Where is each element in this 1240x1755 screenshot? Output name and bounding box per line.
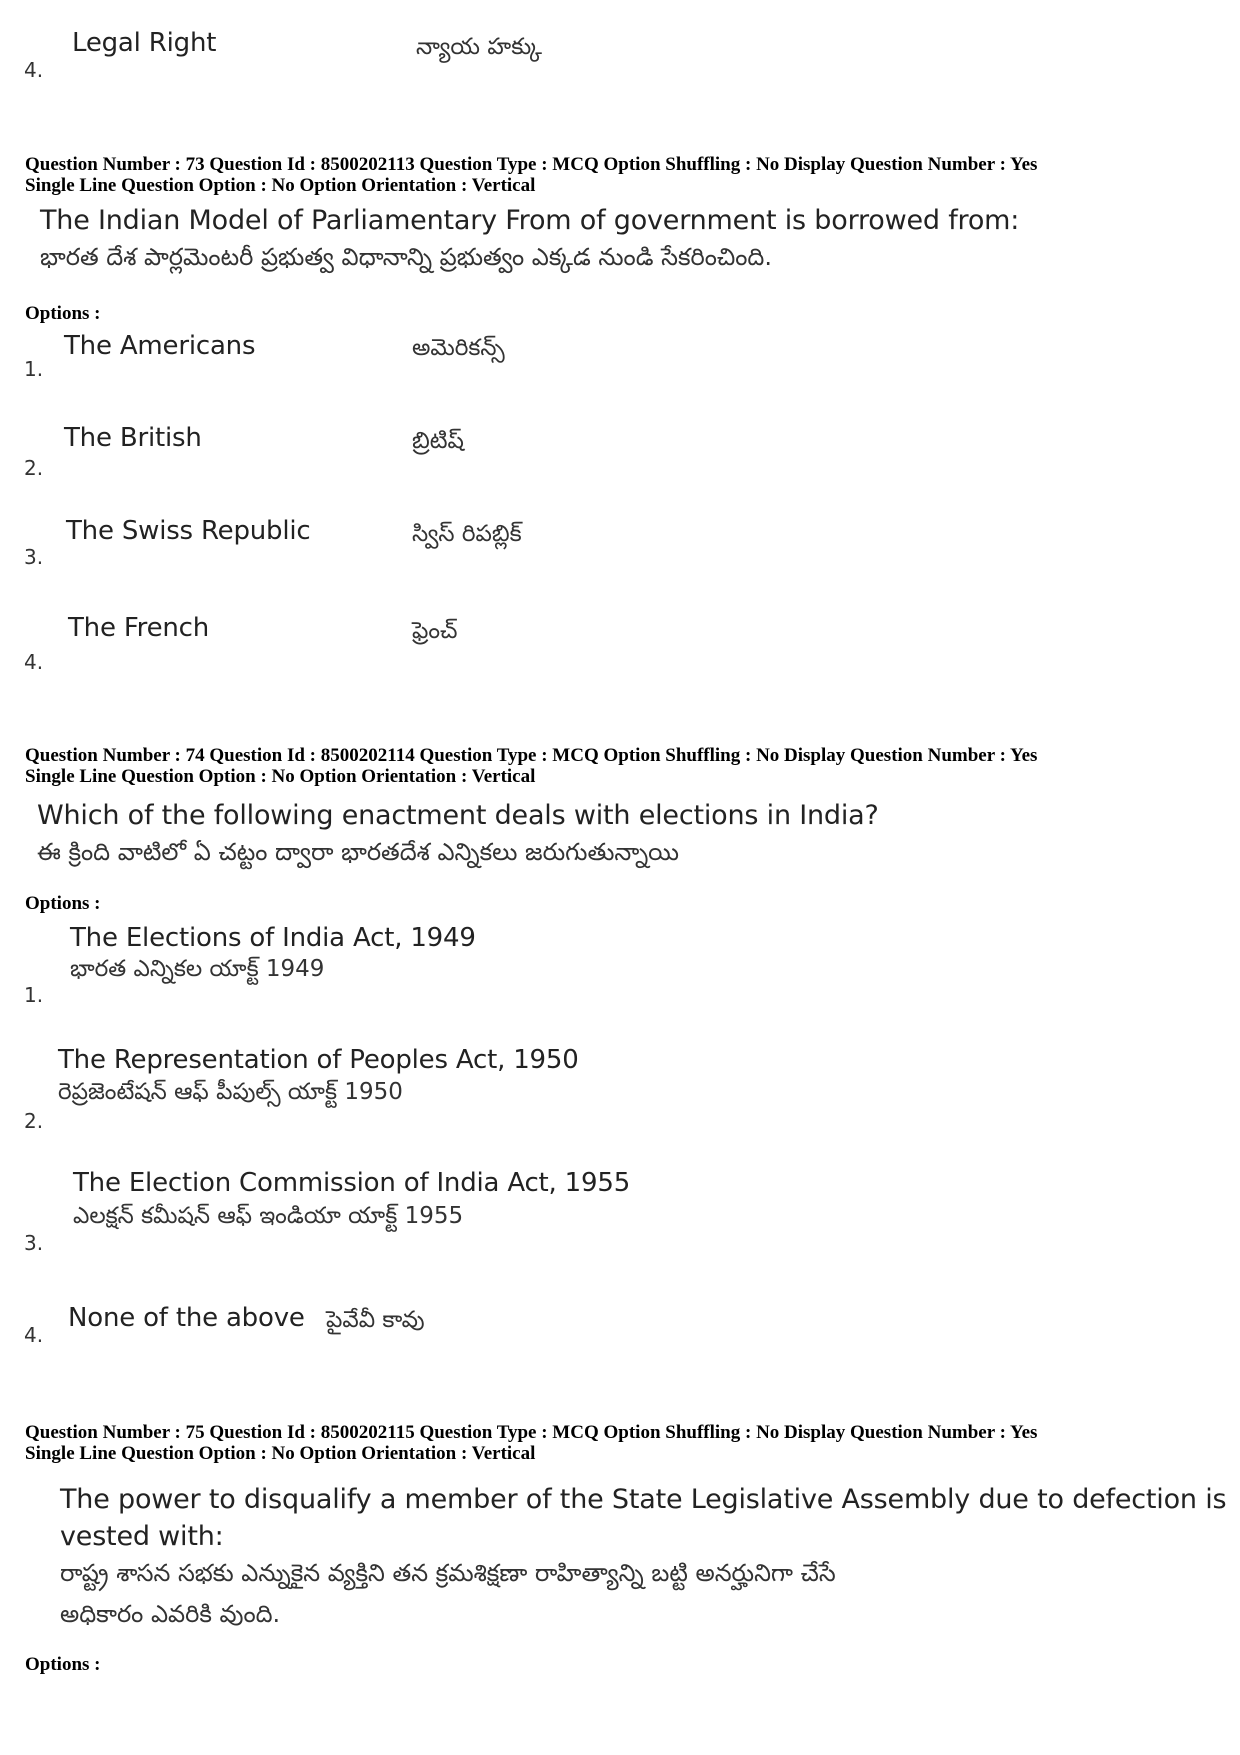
q75-question-telugu-line2: అధికారం ఎవరికి వుంది. bbox=[60, 1600, 281, 1628]
q73-option-2-telugu: బ్రిటిష్ bbox=[412, 428, 464, 454]
q74-meta-line1: Question Number : 74 Question Id : 8500202114 Question Type : MCQ Option Shuffling : No Display Question Number : Yes bbox=[25, 745, 1038, 766]
q73-option-3-telugu: స్విస్ రిపబ్లిక్ bbox=[412, 521, 522, 547]
q74-question-english: Which of the following enactment deals with elections in India? bbox=[37, 800, 879, 831]
q74-option-2-telugu: రెప్రజెంటేషన్ ఆఫ్ పీపుల్స్ యాక్ట్ 1950 bbox=[58, 1079, 403, 1105]
q74-option-4-number: 4. bbox=[24, 1323, 44, 1347]
prev-option-4-number: 4. bbox=[24, 58, 44, 82]
q74-option-2-english: The Representation of Peoples Act, 1950 bbox=[58, 1045, 579, 1075]
q75-meta-line2: Single Line Question Option : No Option Orientation : Vertical bbox=[25, 1443, 536, 1464]
q74-option-3-number: 3. bbox=[24, 1231, 44, 1255]
q74-option-3-english: The Election Commission of India Act, 1955 bbox=[73, 1168, 631, 1198]
q73-option-4-number: 4. bbox=[24, 650, 44, 674]
q73-option-4-telugu: ఫ్రెంచ్ bbox=[412, 618, 458, 644]
q73-option-2-number: 2. bbox=[24, 456, 44, 480]
q75-question-telugu-line1: రాష్ట్ర శాసన సభకు ఎన్నుకైన వ్యక్తిని తన క్రమశిక్షణా రాహిత్యాన్ని బట్టి అనర్హునిగా చేసే bbox=[60, 1559, 836, 1587]
q74-question-telugu: ఈ క్రింది వాటిలో ఏ చట్టం ద్వారా భారతదేశ ఎన్నికలు జరుగుతున్నాయి bbox=[37, 838, 679, 866]
q74-option-4-telugu: పైవేవీ కావు bbox=[326, 1307, 425, 1333]
q73-option-3-number: 3. bbox=[24, 545, 44, 569]
q74-meta-line2: Single Line Question Option : No Option Orientation : Vertical bbox=[25, 766, 536, 787]
q74-options-label: Options : bbox=[25, 893, 101, 914]
q73-option-1-english: The Americans bbox=[64, 331, 256, 361]
q73-option-2-english: The British bbox=[64, 423, 202, 453]
q73-question-telugu: భారత దేశ పార్లమెంటరీ ప్రభుత్వ విధానాన్ని ప్రభుత్వం ఎక్కడ నుండి సేకరించింది. bbox=[40, 243, 772, 271]
q73-options-label: Options : bbox=[25, 303, 101, 324]
q75-question-english-line1: The power to disqualify a member of the State Legislative Assembly due to defection is bbox=[60, 1484, 1227, 1515]
q75-options-label: Options : bbox=[25, 1654, 101, 1675]
prev-option-4-english: Legal Right bbox=[72, 28, 217, 58]
q73-meta-line1: Question Number : 73 Question Id : 8500202113 Question Type : MCQ Option Shuffling : No Display Question Number : Yes bbox=[25, 154, 1038, 175]
prev-option-4-telugu: న్యాయ హక్కు bbox=[416, 34, 542, 60]
q74-option-1-telugu: భారత ఎన్నికల యాక్ట్ 1949 bbox=[70, 956, 325, 982]
q75-meta-line1: Question Number : 75 Question Id : 8500202115 Question Type : MCQ Option Shuffling : No Display Question Number : Yes bbox=[25, 1422, 1038, 1443]
q73-option-1-telugu: అమెరికన్స్ bbox=[412, 335, 505, 361]
q74-option-1-number: 1. bbox=[24, 983, 44, 1007]
q74-option-1-english: The Elections of India Act, 1949 bbox=[70, 923, 476, 953]
q73-option-3-english: The Swiss Republic bbox=[66, 516, 311, 546]
q73-option-4-english: The French bbox=[68, 613, 210, 643]
q74-option-3-telugu: ఎలక్షన్ కమీషన్ ఆఫ్ ఇండియా యాక్ట్ 1955 bbox=[73, 1203, 464, 1229]
q74-option-2-number: 2. bbox=[24, 1109, 44, 1133]
q73-option-1-number: 1. bbox=[24, 357, 44, 381]
q73-question-english: The Indian Model of Parliamentary From of government is borrowed from: bbox=[40, 205, 1020, 236]
q74-option-4-english: None of the above bbox=[68, 1303, 305, 1333]
q75-question-english-line2: vested with: bbox=[60, 1521, 224, 1552]
q73-meta-line2: Single Line Question Option : No Option Orientation : Vertical bbox=[25, 175, 536, 196]
